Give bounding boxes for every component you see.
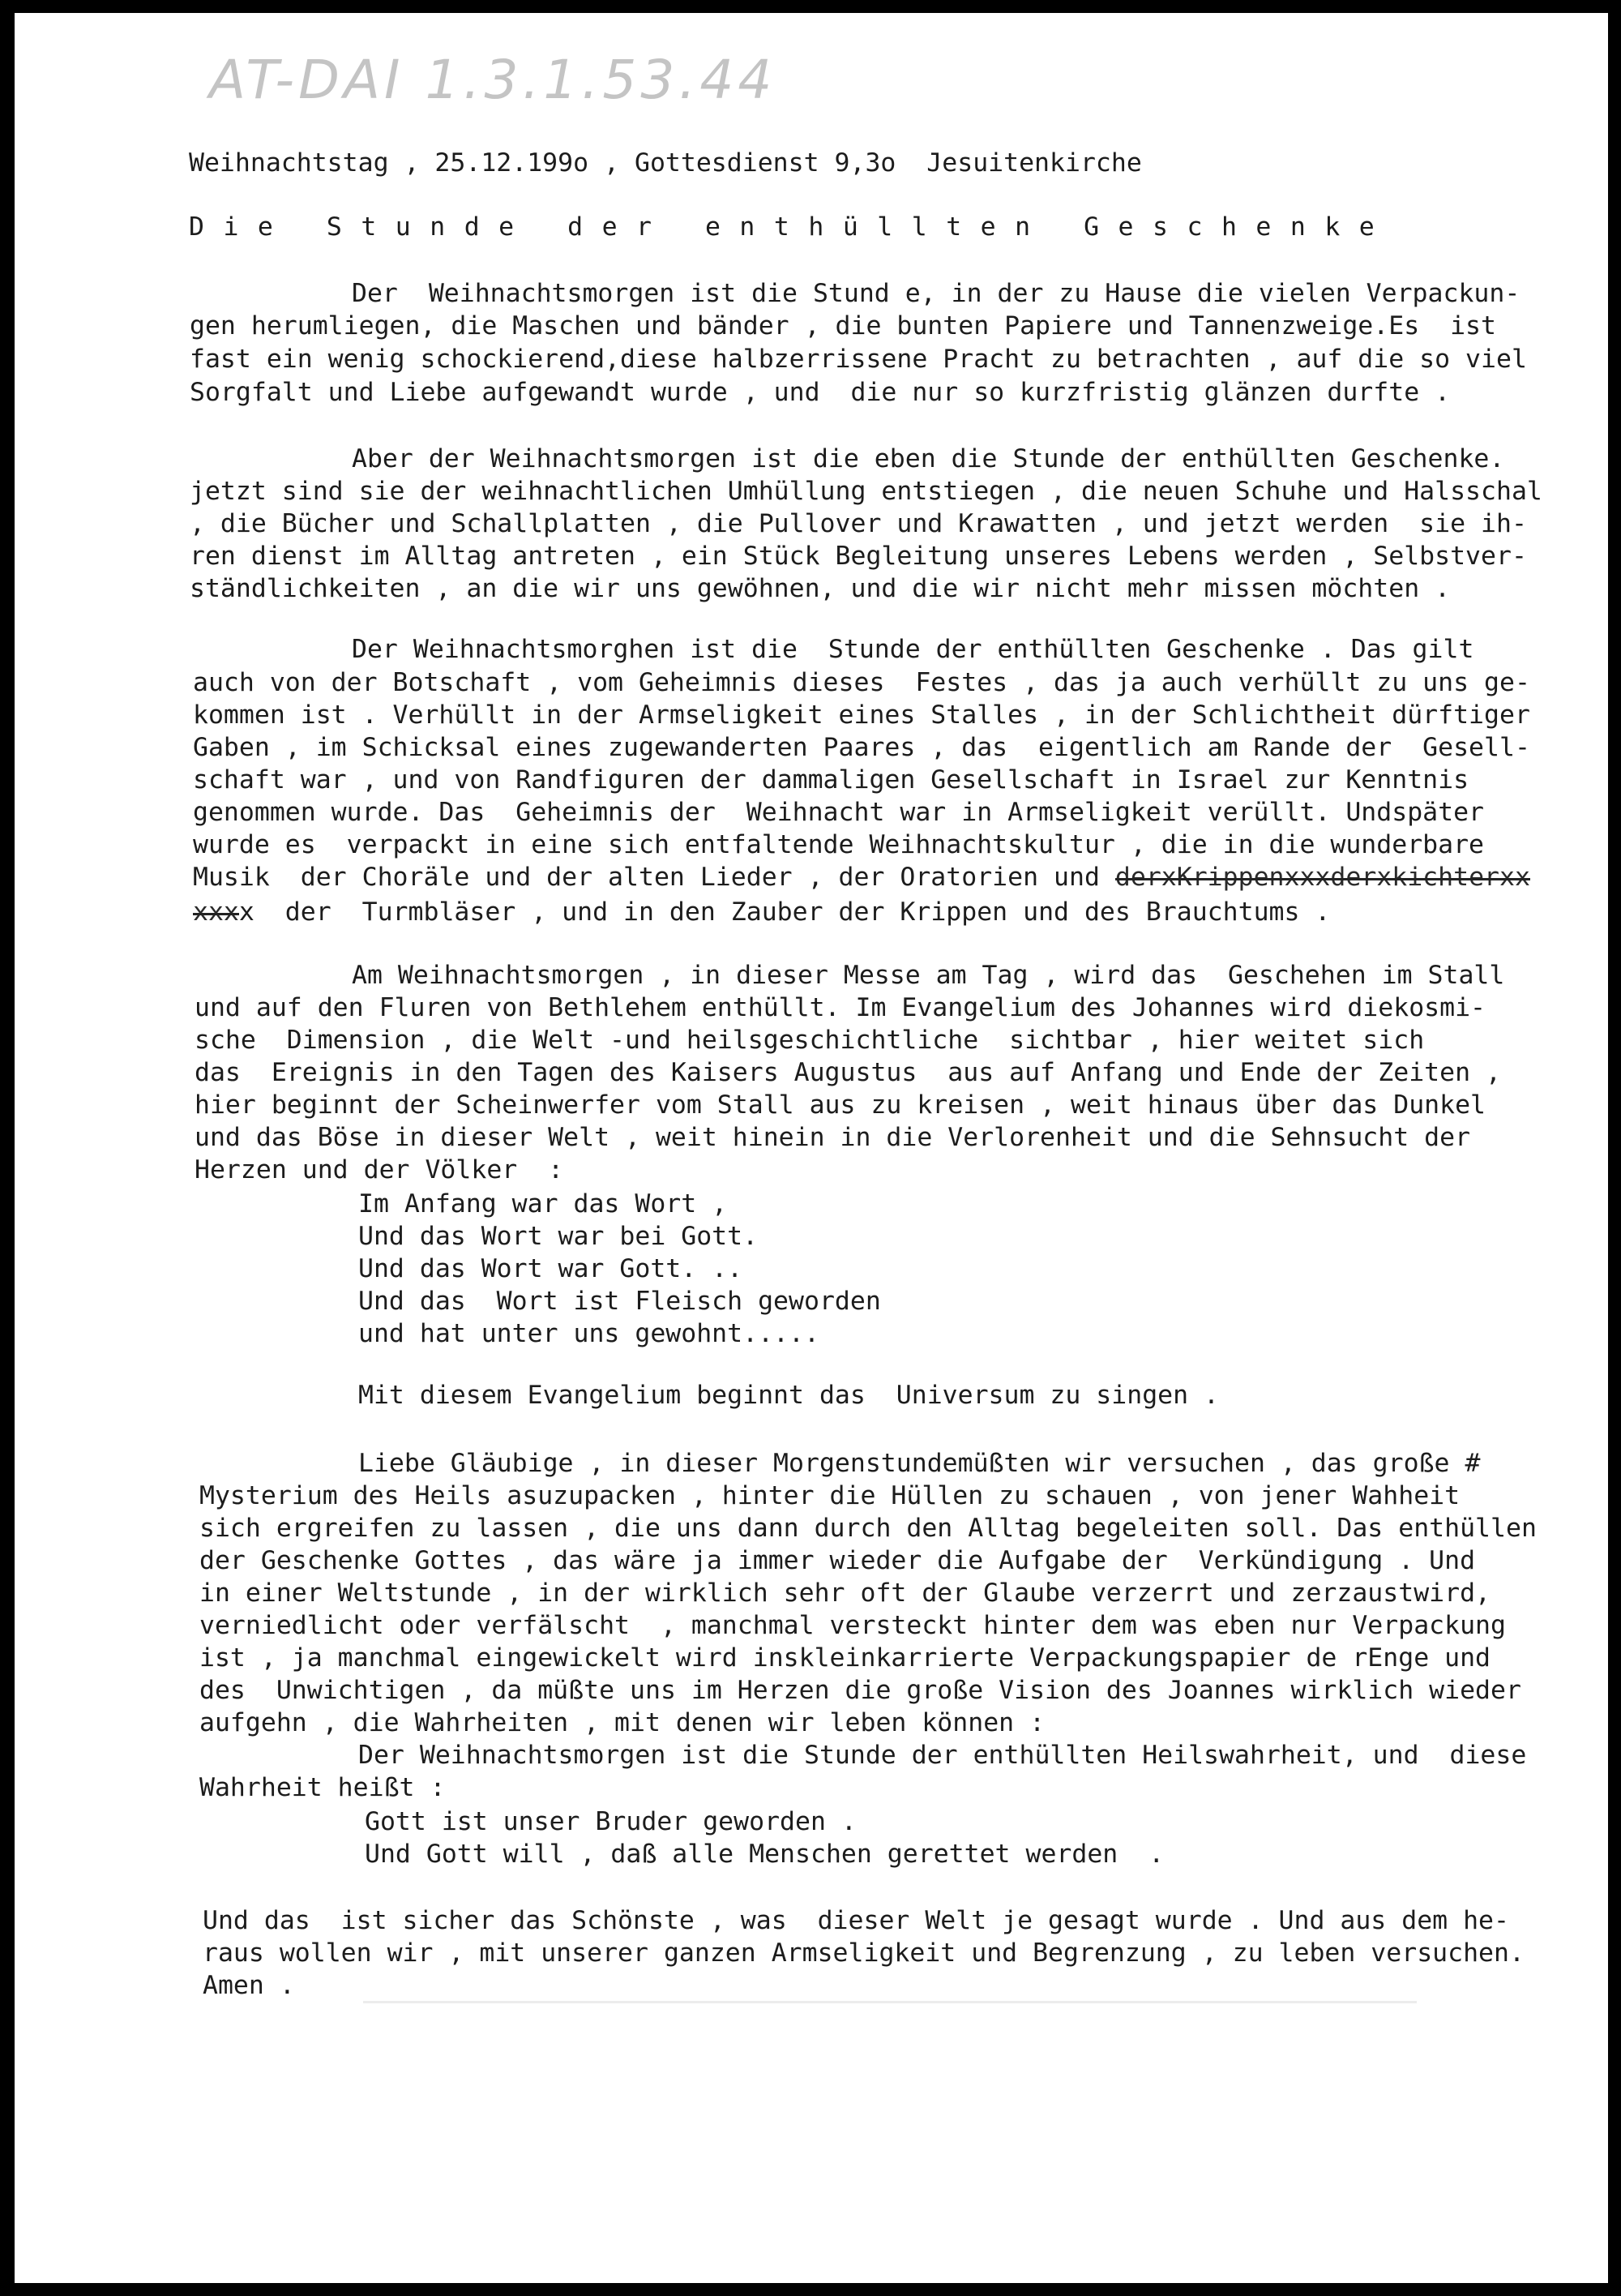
text-line: ist , ja manchmal eingewickelt wird inskleinkarrierte Verpackungspapier de rEnge und — [199, 1643, 1491, 1673]
text-line: Herzen und der Völker : — [195, 1155, 564, 1184]
text-line: des Unwichtigen , da müßte uns im Herzen die große Vision des Joannes wirklich wieder — [199, 1676, 1521, 1705]
text-line: , die Bücher und Schallplatten , die Pullover und Krawatten , und jetzt werden sie ih- — [190, 509, 1527, 538]
text-line — [193, 897, 1330, 927]
document-page — [15, 13, 1608, 2283]
text-line: gen herumliegen, die Maschen und bänder , die bunten Papiere und Tannenzweige.Es ist — [190, 311, 1496, 341]
quote-line: Und das Wort war Gott. .. — [358, 1254, 743, 1283]
text-line: das Ereignis in den Tagen des Kaisers Augustus aus auf Anfang und Ende der Zeiten , — [195, 1058, 1501, 1087]
text-line: hier beginnt der Scheinwerfer vom Stall aus zu kreisen , weit hinaus über das Dunkel — [195, 1090, 1486, 1120]
text-line: und auf den Fluren von Bethlehem enthüllt. Im Evangelium des Johannes wird diekosmi- — [195, 993, 1486, 1022]
header-line: Weihnachtstag , 25.12.199o , Gottesdienst 9,3o Jesuitenkirche — [189, 148, 1142, 178]
text-line: jetzt sind sie der weihnachtlichen Umhüllung entstiegen , die neuen Schuhe und Halsschal — [190, 477, 1542, 506]
text-segment: x der Turmbläser , und in den Zauber der Krippen und des Brauchtums . — [238, 897, 1331, 927]
text-line: und das Böse in dieser Welt , weit hinein in die Verlorenheit und die Sehnsucht der — [195, 1123, 1471, 1152]
text-line: Und das ist sicher das Schönste , was dieser Welt je gesagt wurde . Und aus dem he- — [203, 1906, 1509, 1935]
text-line: aufgehn , die Wahrheiten , mit denen wir leben können : — [199, 1708, 1046, 1737]
text-line: sich ergreifen zu lassen , die uns dann durch den Alltag begeleiten soll. Das enthüllen — [199, 1514, 1537, 1543]
text-line: Der Weihnachtsmorghen ist die Stunde der enthüllten Geschenke . Das gilt — [352, 635, 1474, 664]
text-line: Mysterium des Heils asuzupacken , hinter die Hüllen zu schauen , von jener Wahheit — [199, 1481, 1461, 1510]
text-line: Wahrheit heißt : — [199, 1773, 446, 1802]
text-line: sche Dimension , die Welt -und heilsgeschichtliche sichtbar , hier weitet sich — [195, 1026, 1425, 1055]
text-line: verniedlicht oder verfälscht , manchmal versteckt hinter dem was eben nur Verpackung — [199, 1611, 1506, 1640]
struck-out-text: xxx — [193, 897, 239, 927]
quote-line: Im Anfang war das Wort , — [358, 1189, 728, 1219]
text-line: genommen wurde. Das Geheimnis der Weihnacht war in Armseligkeit verüllt. Undspäter — [193, 798, 1485, 827]
text-line: Aber der Weihnachtsmorgen ist die eben die Stunde der enthüllten Geschenke. — [352, 444, 1505, 473]
quote-line: und hat unter uns gewohnt..... — [358, 1319, 819, 1348]
text-line: der Geschenke Gottes , das wäre ja immer wieder die Aufgabe der Verkündigung . Und — [199, 1546, 1476, 1575]
struck-out-text: derxKrippenxxxderxkichterxx — [1114, 863, 1530, 892]
text-line: kommen ist . Verhüllt in der Armseligkeit eines Stalles , in der Schlichtheit dürftiger — [193, 700, 1530, 730]
text-line: ständlichkeiten , an die wir uns gewöhnen, und die wir nicht mehr missen möchten . — [190, 574, 1451, 603]
text-line: Sorgfalt und Liebe aufgewandt wurde , und die nur so kurzfristig glänzen durfte . — [190, 378, 1451, 407]
text-line: Amen . — [203, 1971, 295, 2000]
text-line: wurde es verpackt in eine sich entfaltende Weihnachtskultur , die in die wunderbare — [193, 830, 1485, 859]
text-line: Der Weihnachtsmorgen ist die Stund e, in der zu Hause die vielen Verpackun- — [352, 279, 1520, 308]
text-line: raus wollen wir , mit unserer ganzen Armseligkeit und Begrenzung , zu leben versuchen. — [203, 1938, 1525, 1968]
sermon-title: Die Stunde der enthüllten Geschenke — [189, 212, 1394, 242]
text-line — [193, 862, 1530, 893]
text-segment: Musik der Choräle und der alten Lieder , der Oratorien und — [193, 863, 1115, 892]
quote-line: Gott ist unser Bruder geworden . — [365, 1807, 857, 1836]
text-line: Gaben , im Schicksal eines zugewanderten Paares , das eigentlich am Rande der Gesell- — [193, 733, 1530, 762]
quote-line: Und Gott will , daß alle Menschen gerettet werden . — [365, 1840, 1165, 1869]
text-line: in einer Weltstunde , in der wirklich sehr oft der Glaube verzerrt und zerzaustwird, — [199, 1578, 1491, 1608]
quote-line: Und das Wort ist Fleisch geworden — [358, 1287, 881, 1316]
text-line: auch von der Botschaft , vom Geheimnis dieses Festes , das ja auch verhüllt zu uns ge- — [193, 668, 1530, 697]
archive-signature: AT-DAI 1.3.1.53.44 — [209, 49, 776, 111]
text-line: Der Weihnachtsmorgen ist die Stunde der enthüllten Heilswahrheit, und diese — [358, 1741, 1527, 1770]
text-line: Liebe Gläubige , in dieser Morgenstundemüßten wir versuchen , das große # — [358, 1449, 1481, 1478]
text-line: schaft war , und von Randfiguren der dammaligen Gesellschaft in Israel zur Kenntnis — [193, 765, 1469, 795]
text-line: Am Weihnachtsmorgen , in dieser Messe am Tag , wird das Geschehen im Stall — [352, 961, 1505, 990]
quote-line: Und das Wort war bei Gott. — [358, 1222, 759, 1251]
text-line: fast ein wenig schockierend,diese halbzerrissene Pracht zu betrachten , auf die so viel — [190, 345, 1527, 374]
text-line: Mit diesem Evangelium beginnt das Universum zu singen . — [358, 1381, 1220, 1410]
scan-artifact — [363, 2001, 1417, 2003]
text-line: ren dienst im Alltag antreten , ein Stück Begleitung unseres Lebens werden , Selbstver- — [190, 542, 1527, 571]
